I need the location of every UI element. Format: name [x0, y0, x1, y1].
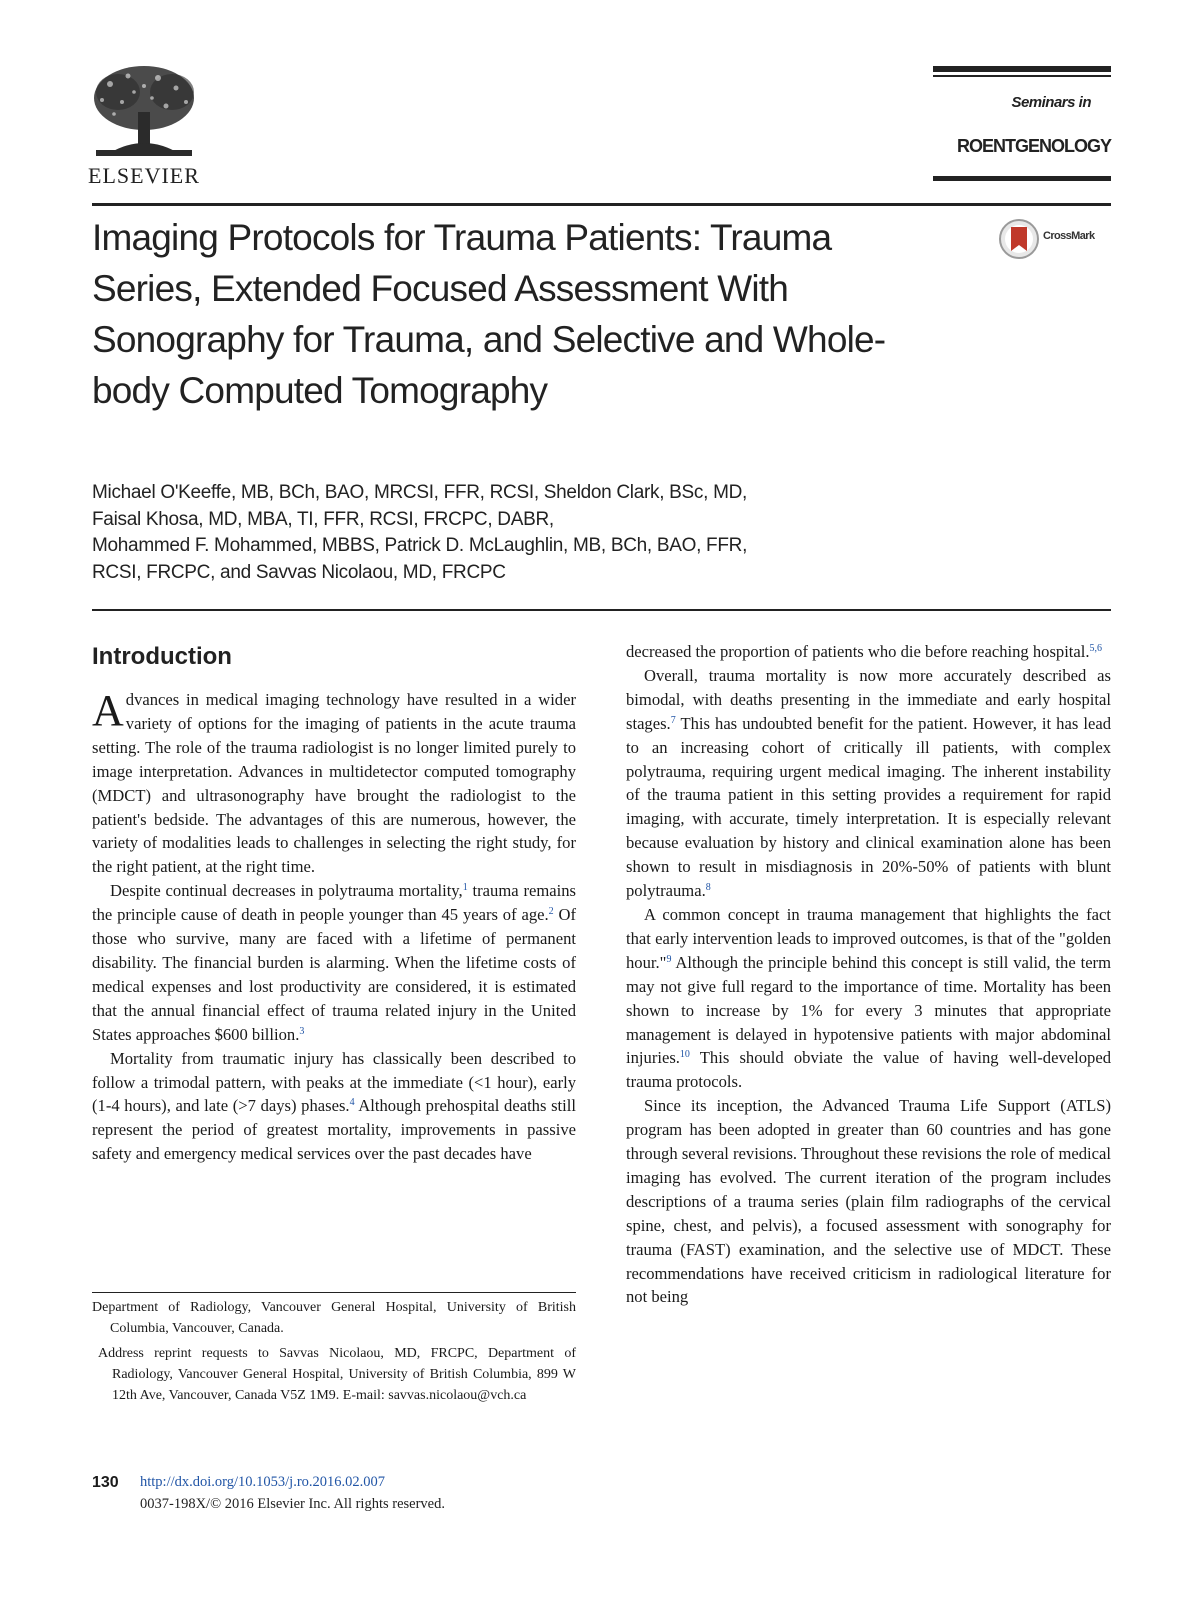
author-line: RCSI, FRCPC, and Savvas Nicolaou, MD, FRCPC: [92, 561, 506, 583]
title-divider: [92, 609, 1111, 611]
publisher-name: ELSEVIER: [88, 163, 200, 188]
section-heading: Introduction: [92, 643, 232, 670]
elsevier-tree-icon: [88, 62, 200, 160]
paragraph: Since its inception, the Advanced Trauma Life Support (ATLS) program has been adopted in greater than 60 countries and has gone through several revisions. Throughout these revisions the role of medical imaging has evolved. The current iteration of the program includes descriptions of a trauma series (plain film radiographs of the cervical spine, chest, and pelvis), a focused assessment with sonography for trauma (FAST) examination, and the selective use of MDCT. These recommendations have received criticism in radiological literature for not being: [626, 1096, 1111, 1307]
paragraph: [626, 903, 1111, 1094]
reference-link[interactable]: 7: [670, 714, 676, 726]
paragraph-text: dvances in medical imaging technology have resulted in a wider variety of options for the imaging of patients in the acute trauma setting. The role of the trauma radiologist is no longer limited purely to image interpretation. Advances in multidetector computed tomography (MDCT) and ultrasonography have brought the radiologist to the patient's bedside. The advantages of this are numerous, however, the variety of modalities leads to challenges in selecting the right study, for the right patient, at the right time.: [92, 690, 576, 877]
paragraph-text: A common concept in trauma management that highlights the fact that early intervention leads to improved outcomes, is that of the "golden hour.": [626, 904, 1111, 972]
masthead-rule-top: [933, 66, 1111, 72]
reference-link[interactable]: 2: [548, 906, 554, 918]
reference-link[interactable]: 3: [299, 1025, 305, 1037]
article-title: Imaging Protocols for Trauma Patients: Trauma Series, Extended Focused Assessment With Sonography for Trauma, and Selective and Whole-body Computed Tomography: [92, 217, 886, 411]
doi-link[interactable]: http://dx.doi.org/10.1053/j.ro.2016.02.007: [140, 1474, 386, 1490]
paragraph-text: Overall, trauma mortality is now more accurately described as bimodal, with deaths presenting in the immediate and early hospital stages.: [626, 665, 1111, 733]
paragraph-text: Although prehospital deaths still represent the period of greatest mortality, improvements in passive safety and emergency medical services over the past decades have: [92, 1096, 576, 1164]
author-line: Mohammed F. Mohammed, MBBS, Patrick D. McLaughlin, MB, BCh, BAO, FFR,: [92, 535, 748, 556]
page-number: 130: [92, 1474, 119, 1491]
affiliation-note: Department of Radiology, Vancouver General Hospital, University of British Columbia, Vancouver, Canada.: [92, 1300, 576, 1336]
crossmark-badge[interactable]: [998, 218, 1118, 262]
paragraph-text: Mortality from traumatic injury has classically been described to follow a trimodal pattern, with peaks at the immediate (<1 hour), early (1-4 hours), and late (>7 days) phases.: [92, 1048, 576, 1116]
reference-link[interactable]: 1: [462, 882, 468, 894]
elsevier-logo: [88, 62, 198, 192]
footnotes: [92, 1297, 576, 1410]
paragraph-text: Despite continual decreases in polytrauma mortality,: [110, 881, 463, 901]
journal-masthead: [933, 66, 1111, 186]
author-line: Faisal Khosa, MD, MBA, TI, FFR, RCSI, FRCPC, DABR,: [92, 508, 554, 530]
reference-link[interactable]: 10: [679, 1049, 690, 1061]
paragraph: [92, 688, 576, 879]
crossmark-label: CrossMark: [1043, 230, 1095, 242]
drop-cap: A: [92, 686, 124, 735]
paragraph-text: This should obviate the value of having well-developed trauma protocols.: [626, 1048, 1111, 1092]
copyright-line: 0037-198X/© 2016 Elsevier Inc. All rights reserved.: [140, 1496, 445, 1512]
reference-link[interactable]: 5,6: [1089, 643, 1103, 654]
masthead-rule-bottom: [933, 176, 1111, 181]
paragraph-text: decreased the proportion of patients who die before reaching hospital.: [626, 642, 1090, 661]
header-divider: [92, 203, 1111, 206]
journal-name: ROENTGENOLOGY: [956, 136, 1111, 156]
reference-link[interactable]: 9: [666, 953, 672, 965]
crossmark-icon: [998, 218, 1040, 260]
author-list: [92, 480, 992, 586]
paragraph: [92, 879, 576, 1046]
paragraph-text: trauma remains the principle cause of death in people younger than 45 years of age.: [92, 881, 577, 925]
author-line: Michael O'Keeffe, MB, BCh, BAO, MRCSI, FFR, RCSI, Sheldon Clark, BSc, MD,: [92, 482, 748, 503]
masthead-rule-top-thin: [933, 75, 1111, 77]
left-column: [92, 640, 576, 1166]
correspondence-note: Address reprint requests to Savvas Nicolaou, MD, FRCPC, Department of Radiology, Vancouver General Hospital, University of British Columbia, 899 W 12th Ave, Vancouver, Canada V5Z 1M9. E-mail: savvas.nicolaou@vch.ca: [98, 1346, 576, 1403]
footnote-divider: [92, 1292, 576, 1293]
paragraph: [92, 1047, 576, 1167]
right-column: [626, 640, 1111, 1309]
paragraph-text: This has undoubted benefit for the patient. However, it has lead to an increasing cohort of critically ill patients, with complex polytrauma, requiring urgent medical imaging. The inherent instability of the trauma patient in this setting provides a requirement for rapid imaging, with accurate, timely interpretation. It is especially relevant because evaluation by history and clinical examination alone has been shown to result in misdiagnosis in 20%-50% of patients with blunt polytrauma.: [626, 713, 1111, 901]
paragraph: [626, 664, 1111, 903]
paragraph-text: Of those who survive, many are faced with a lifetime of permanent disability. The financial burden is alarming. When the lifetime costs of medical expenses and lost productivity are considered, it is estimated that the annual financial effect of trauma related injury in the United States approaches $600 billion.: [92, 905, 576, 1044]
paragraph: [626, 640, 1111, 664]
journal-series: Seminars in: [1011, 94, 1091, 111]
reference-link[interactable]: 8: [705, 882, 711, 894]
reference-link[interactable]: 4: [349, 1097, 355, 1109]
paragraph-text: Although the principle behind this concept is still valid, the term may not give full regard to the importance of time. Mortality has been shown to increase by 1% for every 3 minutes that appropriate management is delayed in hypotensive patients with major abdominal injuries.: [626, 952, 1111, 1068]
